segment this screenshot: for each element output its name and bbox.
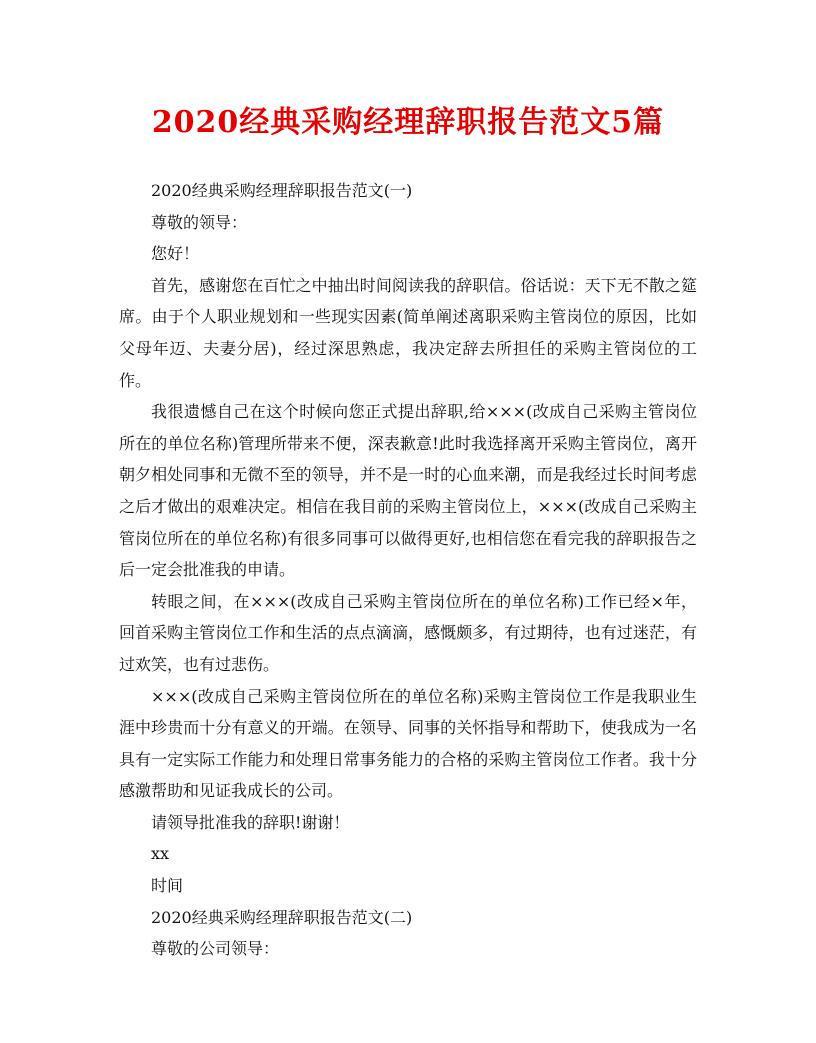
signature-name: xx <box>151 844 170 864</box>
body-paragraph: ×××(改成自己采购主管岗位所在的单位名称)采购主管岗位工作是我职业生涯中珍贵而十分有意义的开端。在领导、同事的关怀指导和帮助下，使我成为一名具有一定实际工作能力和处理日常事务能力的合格的采购主管岗位工作者。我十分感激帮助和见证我成长的公司。 <box>119 686 697 801</box>
salutation: 尊敬的领导： <box>151 212 248 232</box>
greeting: 您好！ <box>151 244 200 264</box>
body-paragraph: 我很遗憾自己在这个时候向您正式提出辞职,给×××(改成自己采购主管岗位所在的单位名称)管理所带来不便，深表歉意!此时我选择离开采购主管岗位，离开朝夕相处同事和无微不至的领导，并不是一时的心血来潮，而是我经过长时间考虑之后才做出的艰难决定。相信在我目前的采购主管岗位上，×××(改成自己采购主管岗位所在的单位名称)有很多同事可以做得更好,也相信您在看完我的辞职报告之后一定会批准我的申请。 <box>119 402 697 580</box>
body-paragraph: 首先，感谢您在百忙之中抽出时间阅读我的辞职信。俗话说：天下无不散之筵席。由于个人职业规划和一些现实因素(简单阐述离职采购主管岗位的原因，比如父母年迈、夫妻分居)，经过深思熟虑，我决定辞去所担任的采购主管岗位的工作。 <box>119 275 697 390</box>
salutation: 尊敬的公司领导： <box>151 939 280 959</box>
signature-date: 时间 <box>151 876 184 896</box>
closing-line: 请领导批准我的辞职!谢谢！ <box>151 812 350 832</box>
section-heading-2: 2020经典采购经理辞职报告范文(二) <box>151 907 413 927</box>
document-title: 2020经典采购经理辞职报告范文5篇 <box>151 105 665 140</box>
section-heading-1: 2020经典采购经理辞职报告范文(一) <box>151 181 413 200</box>
body-paragraph: 转眼之间，在×××(改成自己采购主管岗位所在的单位名称)工作已经×年，回首采购主管岗位工作和生活的点点滴滴，感慨颇多，有过期待，也有过迷茫，有过欢笑，也有过悲伤。 <box>119 591 697 674</box>
document-body <box>119 175 697 965</box>
